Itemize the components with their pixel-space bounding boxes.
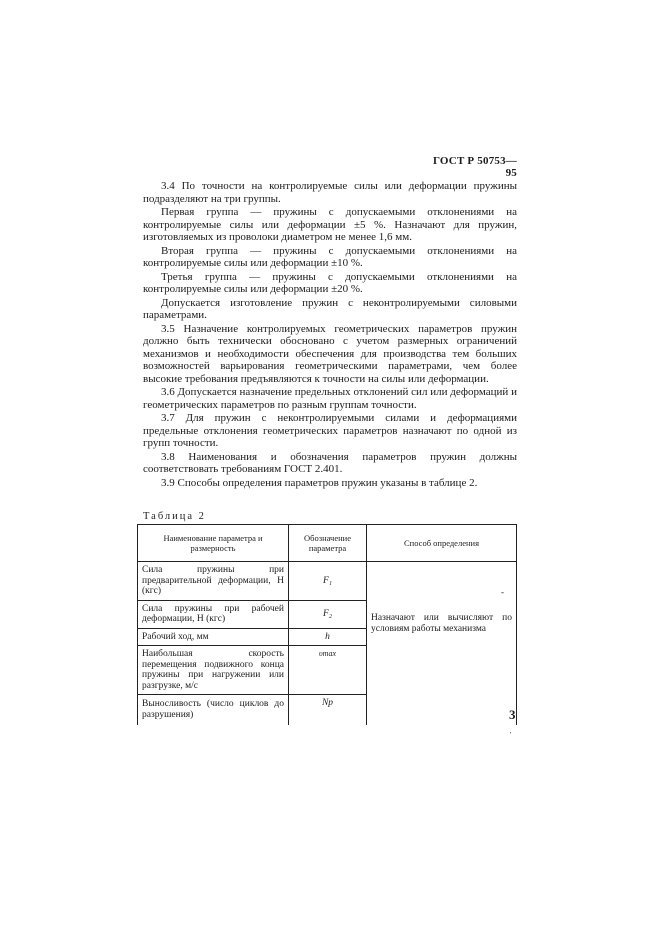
row-symbol: υmax	[289, 646, 367, 695]
row-name: Выносливость (число циклов до разрушения)	[138, 695, 289, 725]
table-row	[138, 562, 517, 601]
table-header-row	[138, 525, 517, 562]
table-caption: Таблица 2	[143, 511, 206, 522]
row-name: Наибольшая скорость перемещения подвижного конца пружины при нагружении или разгрузке, м/с	[138, 646, 289, 695]
paragraph-group-2: Вторая группа — пружины с допускаемыми отклонениями на контролируемые силы или деформации ±10 %.	[143, 244, 517, 269]
paragraph-group-3: Третья группа — пружины с допускаемыми отклонениями на контролируемые силы или деформации ±20 %.	[143, 270, 517, 295]
row-symbol: F₁	[289, 562, 367, 601]
paragraph-group-1: Первая группа — пружины с допускаемыми отклонениями на контролируемые силы или деформации ±5 %. Назначают для пружин, изготовляемых из проволоки диаметром не менее 1,6 мм.	[143, 206, 517, 243]
header-parameter-name: Наименование параметра и размерность	[138, 525, 289, 562]
paragraph-3-9: 3.9 Способы определения параметров пружин указаны в таблице 2.	[161, 476, 478, 489]
paragraph-3-5: 3.5 Назначение контролируемых геометрических параметров пружин должно быть технически обосновано с учетом размерных ограничений механизмов и необходимости обеспечения для производства тем больших возможностей варьирования геометрическими параметрами, чем более высокие требования предъявляются к точности на силы или деформации.	[143, 322, 517, 385]
paragraph-3-4: 3.4 По точности на контролируемые силы или деформации пружины подразделяют на три группы.	[143, 180, 517, 205]
row-symbol: h	[289, 628, 367, 646]
standard-header: ГОСТ Р 50753—95	[432, 155, 517, 179]
row-symbol: Np	[289, 695, 367, 725]
body-text	[143, 180, 517, 489]
footer-mark: '	[510, 731, 512, 739]
header-parameter-symbol: Обозначение параметра	[289, 525, 367, 562]
row-name: Сила пружины при рабочей деформации, Н (кгс)	[138, 600, 289, 628]
method-cell	[367, 562, 517, 725]
paragraph-3-8: 3.8 Наименования и обозначения параметров пружин должны соответствовать требованиям ГОСТ 2.401.	[143, 450, 517, 475]
paragraph-3-6: 3.6 Допускается назначение предельных отклонений сил или деформаций и геометрических параметров по разным группам точности.	[143, 386, 517, 411]
header-method: Способ определения	[367, 525, 517, 562]
parameters-table	[137, 524, 517, 725]
paragraph-3-7: 3.7 Для пружин с неконтролируемыми силами и деформациями предельные отклонения геометрических параметров назначают по одной из групп точности.	[143, 412, 517, 449]
paragraph-uncontrolled: Допускается изготовление пружин с неконтролируемыми силовыми параметрами.	[143, 296, 517, 321]
row-symbol: F₂	[289, 600, 367, 628]
page-number: 3	[509, 707, 516, 722]
row-name: Сила пружины при предварительной деформации, Н (кгс)	[138, 562, 289, 601]
method-text: Назначают или вычисляют по условиям работы механизма	[371, 613, 512, 634]
row-name: Рабочий ход, мм	[138, 628, 289, 646]
method-mark: -	[501, 587, 504, 597]
